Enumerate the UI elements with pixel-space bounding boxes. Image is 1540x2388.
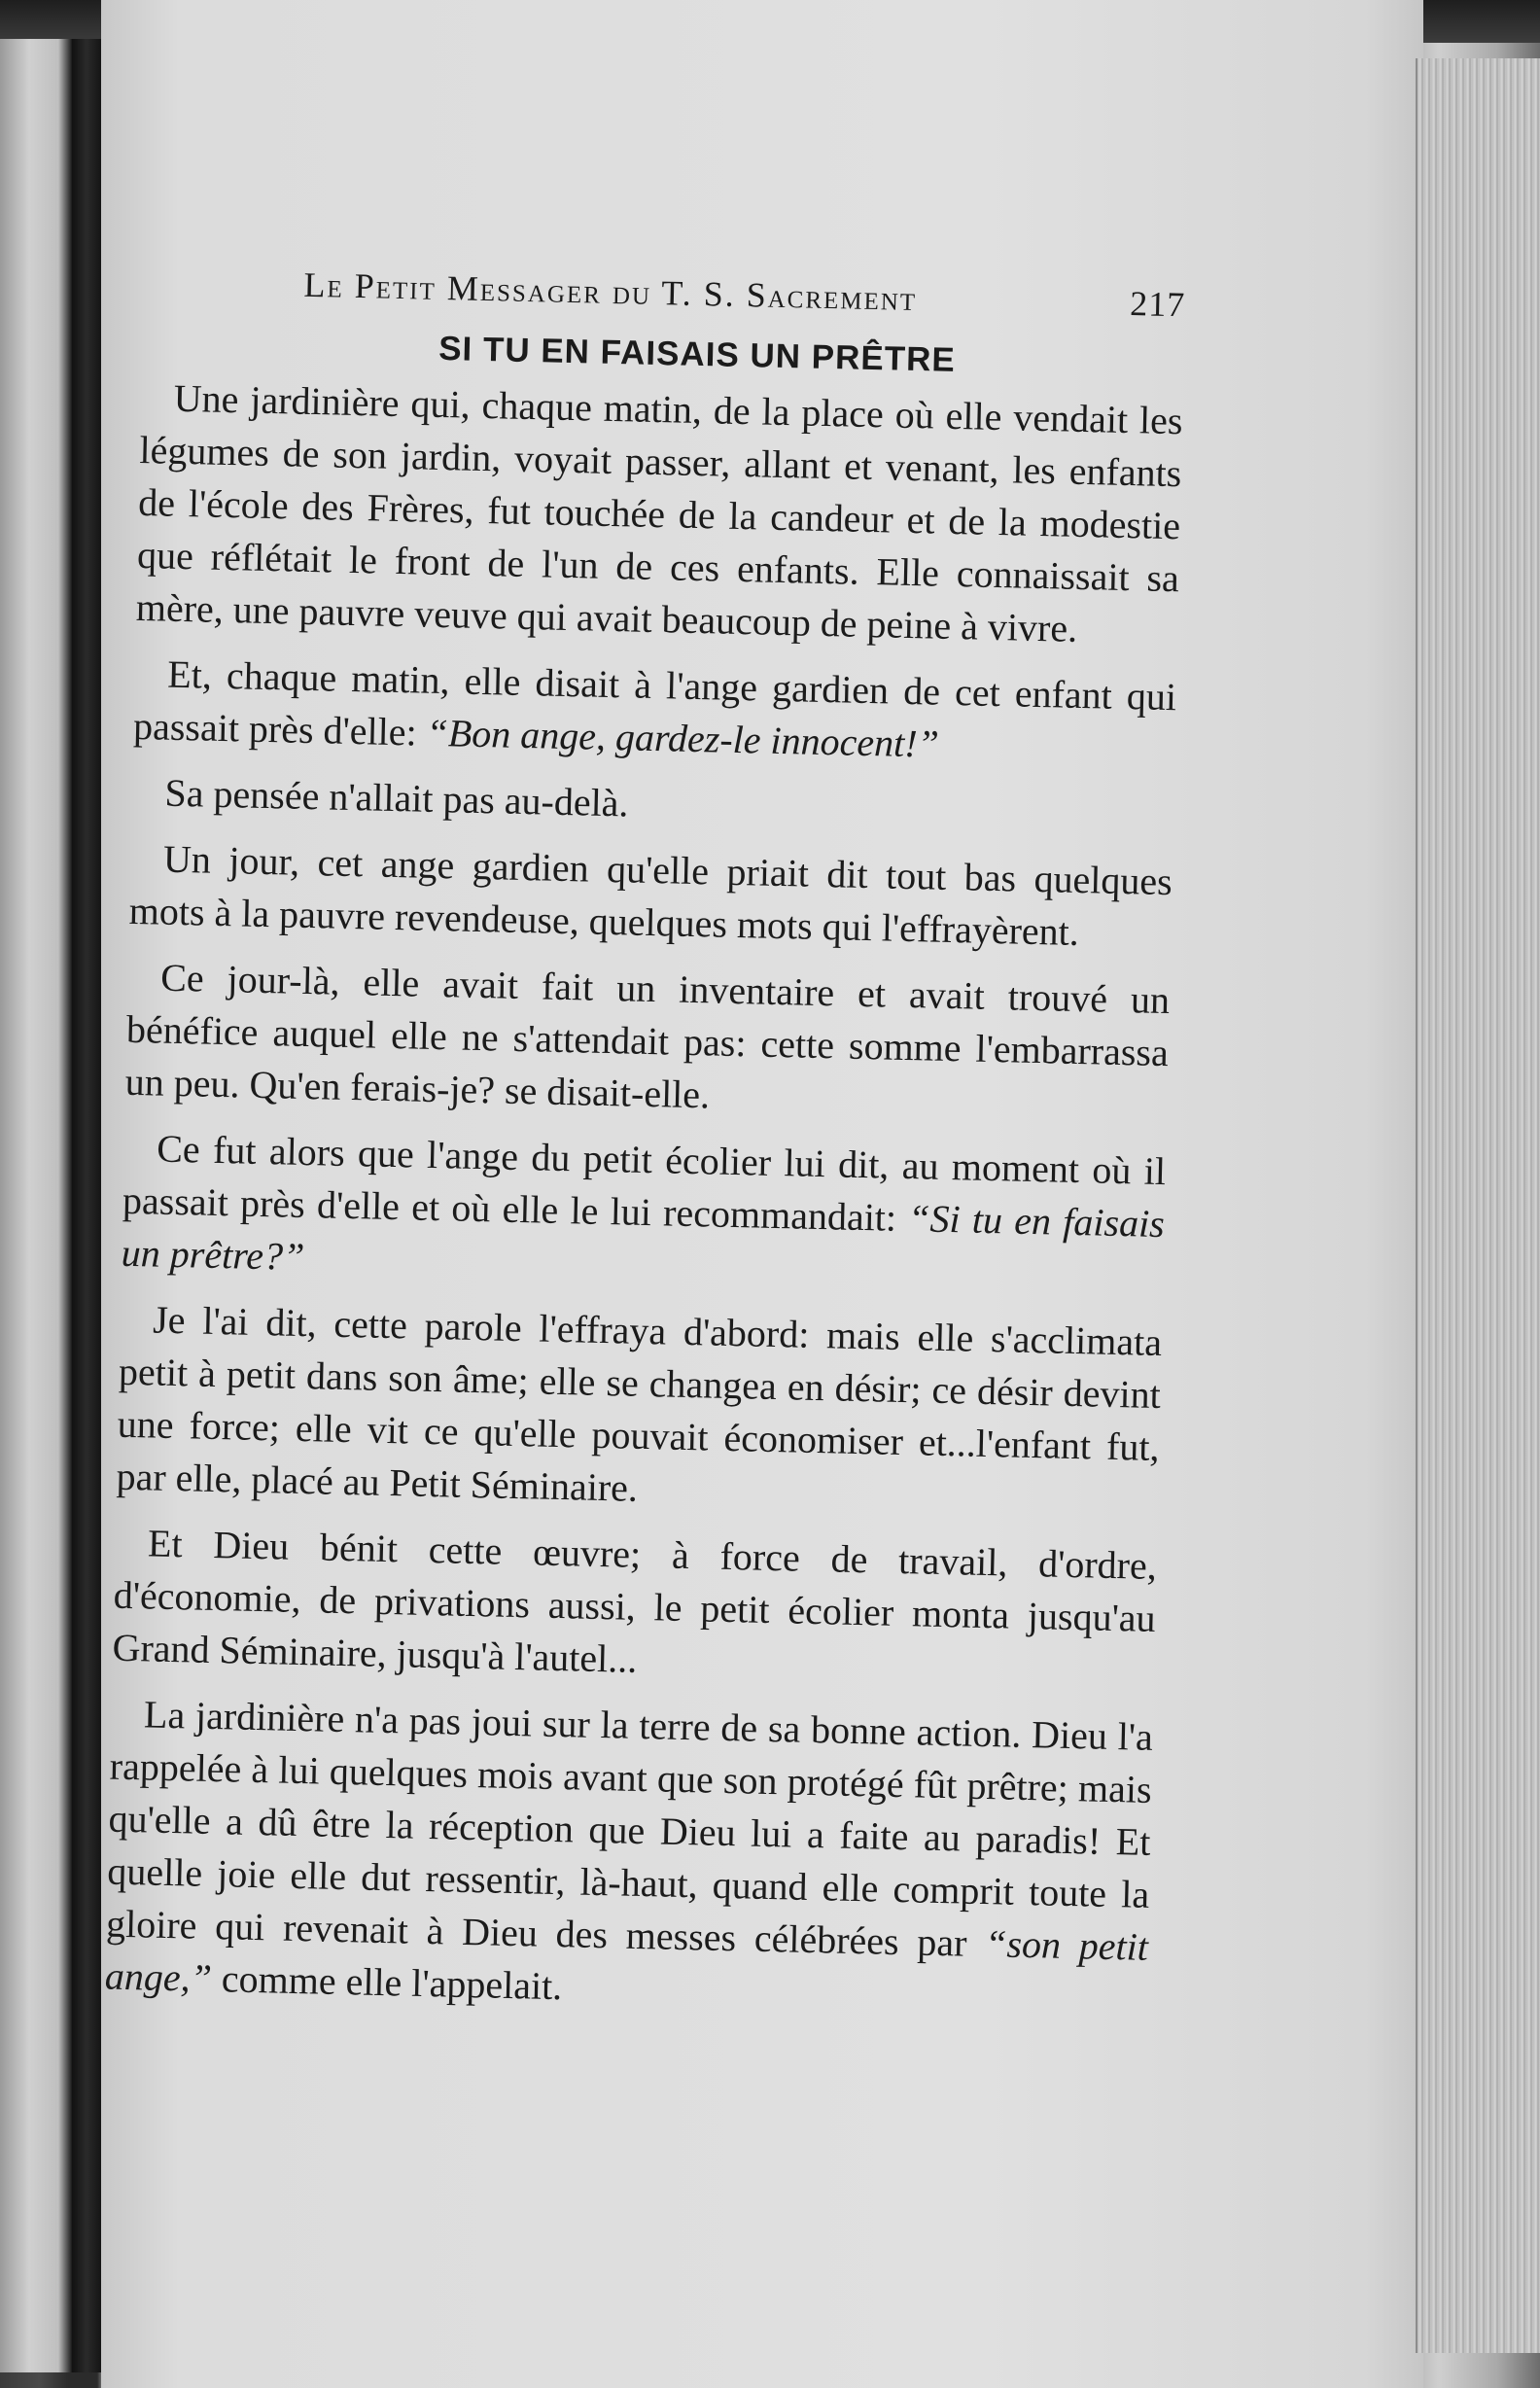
paragraph: Et Dieu bénit cette œuvre; à force de travail, d'ordre, d'économie, de privations aussi, le petit écolier monta jusqu'au Grand Séminaire, jusqu'à l'autel...	[112, 1521, 1158, 1681]
italic-quote: “son petit ange,”	[104, 1921, 1149, 2001]
article-title: SI TU EN FAISAIS UN PRÊTRE	[438, 329, 957, 379]
running-title: Le Petit Messager du T. S. Sacrement	[303, 264, 918, 319]
paragraph: Et, chaque matin, elle disait à l'ange gardien de cet enfant qui passait près d'elle: “Bon ange, gardez-le innocent!”	[132, 651, 1177, 766]
paragraph: Une jardinière qui, chaque matin, de la place où elle vendait les légumes de son jardin, voyait passer, allant et venant, les enfants de l'école des Frères, fut touchée de la candeur et de la modestie que réflétait le front de l'un de ces enfants. Elle connaissait sa mère, une pauvre veuve qui avait beaucoup de peine à vivre.	[135, 375, 1184, 650]
previous-page-strip	[0, 39, 72, 2372]
paragraph: La jardinière n'a pas joui sur la terre de sa bonne action. Dieu l'a rappelée à lui quelques mois avant que son protégé fût prêtre; mais qu'elle a dû être la réception que Dieu lui a faite au paradis! Et quelle joie elle dut ressentir, là-haut, quand elle comprit toute la gloire qui revenait à Dieu des messes célébrées par “son petit ange,” comme elle l'appelait.	[104, 1692, 1154, 2009]
page-content	[104, 261, 1186, 2040]
paragraph: Je l'ai dit, cette parole l'effraya d'abord: mais elle s'acclimata petit à petit dans son âme; elle se changea en désir; ce désir devint une force; elle vit ce qu'elle pouvait économiser et...l'enfant fut, par elle, placé au Petit Séminaire.	[116, 1297, 1163, 1510]
paragraph: Un jour, cet ange gardien qu'elle priait dit tout bas quelques mots à la pauvre revendeuse, quelques mots qui l'effrayèrent.	[128, 836, 1173, 954]
book-binding	[72, 39, 101, 2372]
italic-quote: “Si tu en faisais un prêtre?”	[121, 1196, 1166, 1280]
italic-quote: “Bon ange, gardez-le innocent!”	[426, 710, 940, 766]
page-number: 217	[1129, 284, 1186, 325]
paragraph: Ce jour-là, elle avait fait un inventaire et avait trouvé un bénéfice auquel elle ne s'attendait pas: cette somme l'embarrassa un peu. Qu'en ferais-je? se disait-elle.	[124, 955, 1171, 1117]
page-edges	[1416, 58, 1540, 2353]
paragraph: Ce fut alors que l'ange du petit écolier lui dit, au moment où il passait près d'elle et où elle le lui recommandait: “Si tu en faisais un prêtre?”	[121, 1126, 1167, 1280]
paragraph: Sa pensée n'allait pas au-delà.	[164, 770, 629, 825]
